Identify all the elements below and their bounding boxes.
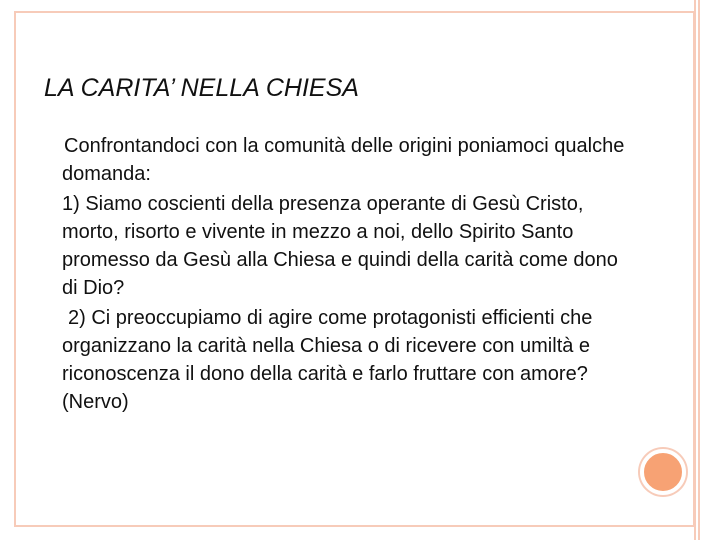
paragraph-question-2: 2) Ci preoccupiamo di agire come protagonisti efficienti che organizzano la carità nella Chiesa o di ricevere con umiltà e riconoscenza il dono della carità e farlo fruttare con amore? (Nervo) xyxy=(62,307,593,413)
decorative-vertical-line xyxy=(694,0,700,540)
decorative-circle xyxy=(640,449,686,495)
paragraph-question-1: 1) Siamo coscienti della presenza operante di Gesù Cristo, morto, risorto e vivente in mezzo a noi, dello Spirito Santo promesso da Gesù alla Chiesa e quindi della carità come dono di Dio? xyxy=(62,193,618,299)
paragraph-intro: Confrontandoci con la comunità delle origini poniamoci qualche domanda: xyxy=(62,135,625,185)
slide-body xyxy=(62,132,632,416)
slide-title: LA CARITA’ NELLA CHIESA xyxy=(44,74,359,102)
